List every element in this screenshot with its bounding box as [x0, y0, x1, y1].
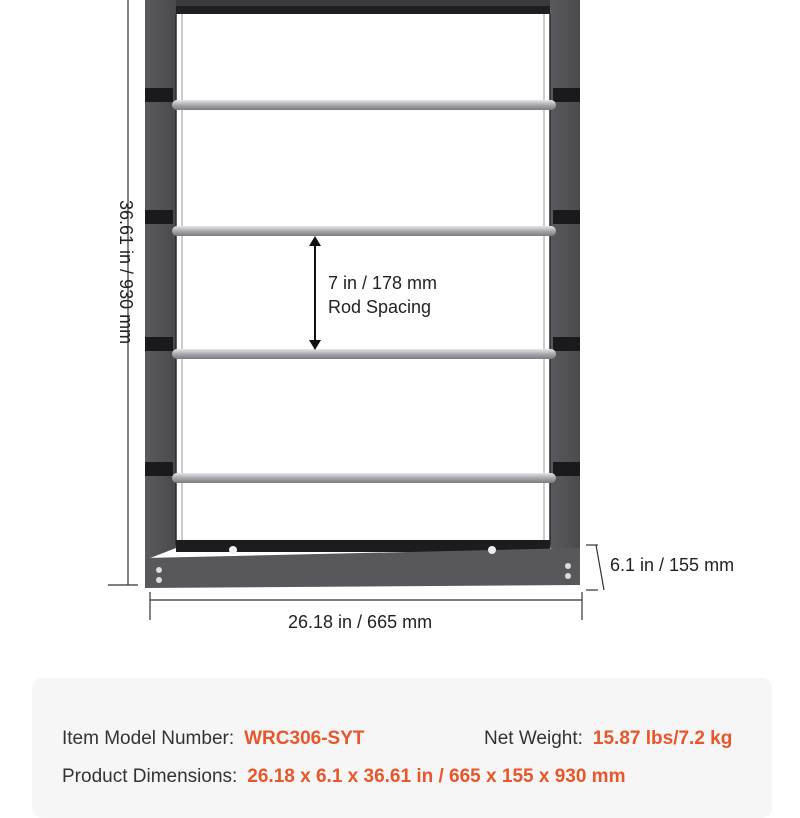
spec-row-model [62, 728, 364, 750]
spec-row-weight [484, 728, 732, 750]
dimensions-value: 26.18 x 6.1 x 36.61 in / 665 x 155 x 930 mm [247, 766, 626, 787]
rod-2 [172, 226, 556, 236]
width-dimension-label: 26.18 in / 665 mm [288, 612, 433, 632]
weight-label: Net Weight: [484, 728, 583, 749]
rod-1 [172, 100, 556, 110]
weight-value: 15.87 lbs/7.2 kg [592, 728, 733, 749]
model-value: WRC306-SYT [244, 728, 365, 749]
depth-dimension-label: 6.1 in / 155 mm [610, 555, 735, 575]
height-dimension-label: 36.61 in / 930 mm [116, 200, 136, 345]
rod-4 [172, 473, 556, 483]
spec-card [32, 678, 772, 818]
model-label: Item Model Number: [62, 728, 235, 749]
mount-hole-left [229, 546, 237, 554]
dimensions-label: Product Dimensions: [62, 766, 238, 787]
mount-hole-right [488, 546, 496, 554]
rack-base-front [145, 548, 580, 588]
spec-row-dimensions [62, 766, 625, 788]
rod-spacing-arrow [309, 236, 321, 350]
rod-3 [172, 349, 556, 359]
rod-spacing-caption: Rod Spacing [328, 297, 432, 317]
depth-dimension-line [586, 545, 604, 590]
rod-spacing-value: 7 in / 178 mm [328, 273, 438, 293]
